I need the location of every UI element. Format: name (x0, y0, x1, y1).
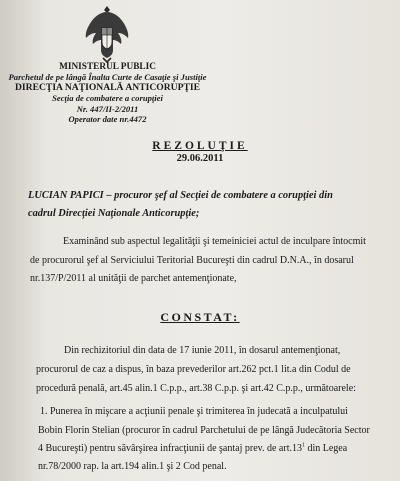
body-line-5: Bobin Florin Stelian (procuror în cadrul Parchetului de pe lângă Judecătoria Sector (38, 425, 370, 436)
title-block (0, 140, 400, 164)
constat-heading: CONSTAT: (160, 310, 240, 324)
ministry-name: MINISTERUL PUBLIC (59, 62, 156, 72)
body-line-3: procedură penală, art.45 alin.1 C.p.p., art.38 C.p.p. şi art.42 C.p.p., următoarele: (36, 383, 356, 394)
document-title: REZOLUŢIE (152, 140, 248, 152)
exam-line-1: Examinând sub aspectul legalităţii şi temeiniciei actul de inculpare întocmit (63, 236, 366, 247)
exam-line-3: nr.137/P/2011 al unităţii de parchet antemenţionate, (30, 273, 237, 284)
parchet-name: Parchetul de pe lângă Înalta Curte de Casaţie şi Justiţie (8, 72, 207, 83)
romanian-coat-of-arms-icon (83, 4, 131, 64)
operator-number: Operator date nr.4472 (68, 114, 147, 125)
intro-line-1: LUCIAN PAPICI – procuror şef al Secţiei de combatere a corupţiei din (28, 190, 333, 201)
bleed-through-text (274, 1, 394, 3)
body-line-6: 4 Bucureşti) pentru săvârşirea infracţiunii de şantaj prev. de $art.13^1$ din Legea (38, 442, 348, 454)
body-line-2: procurorul de caz a dispus, în baza prevederilor art.262 pct.1 lit.a din Codul de (36, 364, 351, 375)
document-date: 29.06.2011 (176, 153, 224, 164)
document-number: Nr. 447/II-2/2011 (76, 103, 139, 114)
body-line-7: nr.78/2000 rap. la art.194 alin.1 şi 2 Cod penal. (38, 461, 227, 472)
section-name: Secţia de combatere a corupţiei (52, 93, 163, 104)
intro-line-2: cadrul Direcţiei Naţionale Anticorupţie; (28, 208, 200, 219)
exam-line-2: de procurorul şef al Serviciului Teritorial Bucureşti din cadrul D.N.A., în dosarul (30, 255, 354, 266)
dna-name: DIRECŢIA NAŢIONALĂ ANTICORUPŢIE (15, 81, 200, 93)
body-line-1: Din rechizitoriul din data de 17 iunie 2011, în dosarul antemenţionat, (64, 345, 341, 356)
institution-header (0, 62, 215, 124)
body-line-4: 1. Punerea în mişcare a acţiunii penale şi trimiterea în judecată a inculpatului (40, 406, 348, 417)
